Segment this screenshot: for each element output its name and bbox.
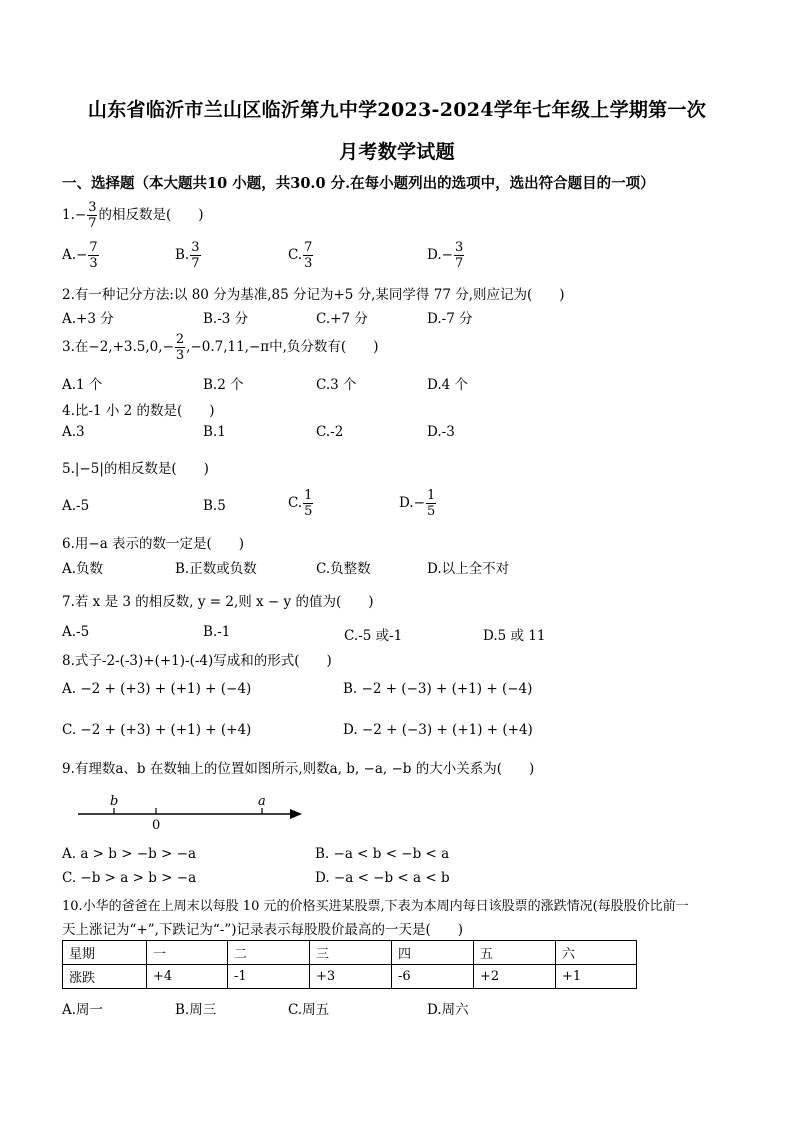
q9-option-b[interactable]: B. −a < b < −b < a [315, 846, 450, 862]
q10-option-d[interactable]: D.周六 [427, 1002, 469, 1018]
table-cell: -1 [228, 965, 310, 989]
table-cell: 星期 [63, 941, 147, 965]
q5-option-d[interactable]: D.− $\frac{1}{5}$ [399, 488, 436, 519]
table-cell: 涨跌 [63, 965, 147, 989]
q4-option-d[interactable]: D.-3 [427, 424, 455, 440]
q7-option-c[interactable]: C.-5 或-1 [344, 628, 403, 644]
arrow-icon [290, 809, 302, 819]
q6-option-b[interactable]: B.正数或负数 [175, 561, 257, 577]
q8-option-d[interactable]: D. −2 + (−3) + (+1) + (+4) [343, 722, 533, 738]
question-1: 1.− $\frac{3}{7}$ 的相反数是( ) [62, 200, 204, 231]
question-8: 8.式子-2-(-3)+(+1)-(-4)写成和的形式( ) [62, 653, 332, 669]
q3-option-b[interactable]: B.2 个 [203, 377, 244, 393]
section-heading: 一、选择题（本大题共10 小题，共30.0 分.在每小题列出的选项中，选出符合题目的一项） [62, 175, 655, 192]
question-10-line2: 天上涨记为“+”,下跌记为“-”)记录表示每股股价最高的一天是( ) [62, 922, 464, 938]
table-cell: +1 [556, 965, 637, 989]
question-9: 9.有理数a、b 在数轴上的位置如图所示,则数a, b, −a, −b 的大小关系为( ) [62, 761, 535, 777]
table-row [63, 965, 637, 989]
q7-option-a[interactable]: A.-5 [62, 624, 90, 640]
question-6: 6.用−a 表示的数一定是( ) [62, 536, 245, 552]
q1-option-b[interactable]: B. $\frac{3}{7}$ [175, 240, 200, 271]
table-cell: 六 [556, 941, 637, 965]
q4-option-a[interactable]: A.3 [62, 424, 85, 440]
table-cell: 四 [392, 941, 474, 965]
table-header-row [63, 941, 637, 965]
q5-option-b[interactable]: B.5 [203, 498, 226, 514]
table-cell: +3 [310, 965, 392, 989]
q10-option-a[interactable]: A.周一 [62, 1002, 104, 1018]
q2-option-b[interactable]: B.-3 分 [203, 311, 249, 327]
q5-option-c[interactable]: C. $\frac{1}{5}$ [288, 488, 313, 519]
q10-option-c[interactable]: C.周五 [288, 1002, 330, 1018]
q1-option-c[interactable]: C. $\frac{7}{3}$ [288, 240, 313, 271]
question-3: 3.在−2,+3.5,0,− $\frac{2}{3}$ ,−0.7,11,−π中,负分数有( ) [62, 332, 379, 363]
q8-option-b[interactable]: B. −2 + (−3) + (+1) + (−4) [343, 681, 533, 697]
q9-option-c[interactable]: C. −b > a > b > −a [62, 870, 197, 886]
q1-option-d[interactable]: D.− $\frac{3}{7}$ [427, 240, 464, 271]
q8-option-a[interactable]: A. −2 + (+3) + (+1) + (−4) [62, 681, 252, 697]
q5-option-a[interactable]: A.-5 [62, 498, 90, 514]
q3-option-c[interactable]: C.3 个 [316, 377, 357, 393]
q3-option-d[interactable]: D.4 个 [427, 377, 469, 393]
question-5: 5.|−5|的相反数是( ) [62, 461, 209, 477]
table-cell: 一 [147, 941, 228, 965]
q2-option-c[interactable]: C.+7 分 [316, 311, 368, 327]
question-7: 7.若 x 是 3 的相反数, y = 2,则 x − y 的值为( ) [62, 594, 374, 610]
q9-option-a[interactable]: A. a > b > −b > −a [62, 846, 197, 862]
q7-option-d[interactable]: D.5 或 11 [483, 628, 546, 644]
q2-option-d[interactable]: D.-7 分 [427, 311, 473, 327]
q3-option-a[interactable]: A.1 个 [62, 377, 103, 393]
q2-option-a[interactable]: A.+3 分 [62, 311, 114, 327]
q6-option-a[interactable]: A.负数 [62, 561, 104, 577]
exam-title-line1: 山东省临沂市兰山区临沂第九中学2023-2024学年七年级上学期第一次 [87, 99, 707, 121]
q4-option-c[interactable]: C.-2 [316, 424, 344, 440]
question-4: 4.比-1 小 2 的数是( ) [62, 403, 215, 419]
table-cell: 二 [228, 941, 310, 965]
table-cell: +4 [147, 965, 228, 989]
q7-option-b[interactable]: B.-1 [203, 624, 231, 640]
q4-option-b[interactable]: B.1 [203, 424, 226, 440]
question-10-line1: 10.小华的爸爸在上周末以每股 10 元的价格买进某股票,下表为本周内每日该股票的涨跌情况(每股股价比前一 [62, 899, 689, 914]
number-line-figure [70, 790, 310, 830]
table-cell: 三 [310, 941, 392, 965]
q10-option-b[interactable]: B.周三 [175, 1002, 217, 1018]
label-0: 0 [152, 818, 161, 830]
exam-title-line2: 月考数学试题 [339, 141, 455, 163]
label-a: a [258, 794, 266, 809]
q1-option-a[interactable]: A.− $\frac{7}{3}$ [62, 240, 98, 271]
table-cell: +2 [474, 965, 556, 989]
q6-option-d[interactable]: D.以上全不对 [427, 561, 510, 577]
stock-change-table [62, 940, 637, 989]
q9-option-d[interactable]: D. −a < −b < a < b [315, 870, 450, 886]
question-2: 2.有一种记分方法:以 80 分为基准,85 分记为+5 分,某同学得 77 分,则应记为( ) [62, 287, 565, 303]
table-cell: 五 [474, 941, 556, 965]
q8-option-c[interactable]: C. −2 + (+3) + (+1) + (+4) [62, 722, 252, 738]
q6-option-c[interactable]: C.负整数 [316, 561, 371, 577]
table-cell: -6 [392, 965, 474, 989]
label-b: b [110, 794, 119, 809]
